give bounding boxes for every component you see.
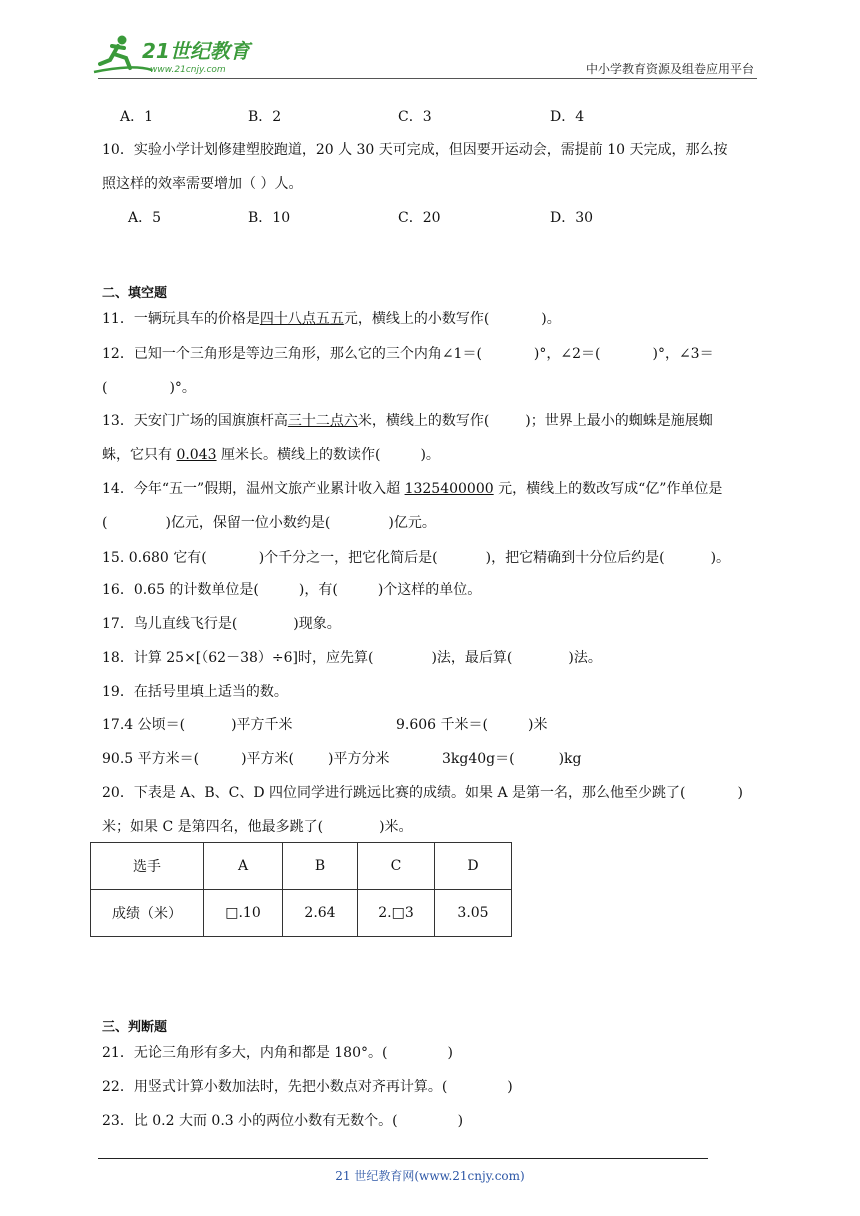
q11-underlined: 四十八点五五 (259, 311, 344, 327)
q13-underlined-2: 0.043 (176, 447, 217, 463)
page-header (0, 0, 860, 80)
q9-option-b[interactable]: B．2 (248, 109, 282, 125)
svg-text:www.21cnjy.com: www.21cnjy.com (150, 65, 226, 75)
table-cell: 2.64 (283, 890, 358, 937)
platform-name: 中小学教育资源及组卷应用平台 (585, 62, 754, 76)
q10-line2: 照这样的效率需要增加（ ）人。 (102, 176, 303, 192)
q18-text3: )法。 (568, 650, 602, 666)
q19-text8: 3kg40g＝( (442, 751, 515, 767)
q11-text: 11．一辆玩具车的价格是 (102, 311, 260, 327)
table-header-cell: D (435, 843, 512, 890)
question-15 (102, 549, 730, 567)
score-table (90, 842, 512, 937)
section-title-judgment: 三、判断题 (102, 1020, 168, 1035)
table-row (91, 890, 512, 937)
q9-option-a[interactable]: A．1 (120, 109, 154, 125)
question-19: 19．在括号里填上适当的数。 (102, 684, 288, 700)
q22-text: 22．用竖式计算小数加法时，先把小数点对齐再计算。( (102, 1079, 448, 1095)
q9-option-c[interactable]: C．3 (398, 109, 432, 125)
q12-text4: ( (102, 380, 108, 396)
q11-text2: 元，横线上的小数写作( (343, 311, 490, 327)
q13-text2: 米，横线上的数写作( (357, 413, 490, 429)
q19-text5: 90.5 平方米＝( (102, 751, 200, 767)
q11-text3: )。 (541, 311, 561, 327)
q14-underlined: 1325400000 (404, 481, 494, 497)
question-11 (102, 310, 561, 328)
question-19-row2-right (442, 750, 582, 768)
q13-text4: 蛛，它只有 (102, 447, 177, 463)
q15-text2: )个千分之一，把它化简后是( (258, 550, 438, 566)
q19-text3: 9.606 千米＝( (396, 717, 488, 733)
q13-underlined: 三十二点六 (287, 413, 358, 429)
q19-text2: )平方千米 (231, 717, 293, 733)
q13-text3: )；世界上最小的蜘蛛是施展蜘 (525, 413, 713, 429)
table-header-cell: 选手 (91, 843, 204, 890)
q14-text: 14．今年“五一”假期，温州文旅产业累计收入超 (102, 481, 405, 497)
logo (92, 34, 262, 76)
table-header-cell: B (283, 843, 358, 890)
question-13-line2 (102, 446, 440, 464)
svg-text:21世纪教育: 21世纪教育 (142, 39, 250, 63)
q14-text5: )亿元。 (388, 515, 436, 531)
question-21 (102, 1044, 453, 1062)
q21-text2: ) (447, 1045, 453, 1061)
q22-text2: ) (507, 1079, 513, 1095)
q10-option-a[interactable]: A．5 (128, 210, 162, 226)
q20-text2: ) (737, 785, 743, 801)
question-12 (102, 345, 714, 363)
q12-text3: )°，∠3＝ (652, 346, 714, 362)
q19-text4: )米 (528, 717, 548, 733)
q10-option-d[interactable]: D．30 (550, 210, 594, 226)
question-12-line2 (102, 379, 196, 397)
table-cell: 成绩（米） (91, 890, 204, 937)
q19-text9: )kg (558, 751, 582, 767)
q19-text: 17.4 公顷＝( (102, 717, 186, 733)
footer-link[interactable]: 21 世纪教育网(www.21cnjy.com) (335, 1169, 525, 1183)
q12-text5: )°。 (169, 380, 196, 396)
table-cell: 3.05 (435, 890, 512, 937)
question-16 (102, 581, 481, 599)
table-cell: □.10 (204, 890, 283, 937)
q13-text: 13．天安门广场的国旗旗杆高 (102, 413, 288, 429)
q20-text4: )米。 (379, 819, 413, 835)
q15-text: 15. 0.680 它有( (102, 550, 207, 566)
q23-text2: ) (457, 1113, 464, 1129)
section-title-fill-in: 二、填空题 (102, 286, 168, 301)
header-divider (98, 78, 757, 79)
q15-text3: )，把它精确到十分位后约是( (485, 550, 665, 566)
q14-text4: )亿元，保留一位小数约是( (165, 515, 331, 531)
q12-text2: )°，∠2＝( (533, 346, 601, 362)
question-19-row2-left (102, 750, 390, 768)
question-19-row1-left (102, 716, 293, 734)
q16-text: 16．0.65 的计数单位是( (102, 582, 259, 598)
q21-text: 21．无论三角形有多大，内角和都是 180°。( (102, 1045, 388, 1061)
q13-text5: 厘米长。横线上的数读作( (216, 447, 381, 463)
q19-text6: )平方米( (241, 751, 295, 767)
q17-text2: )现象。 (293, 616, 341, 632)
q16-text3: )个这样的单位。 (377, 582, 482, 598)
question-17 (102, 615, 341, 633)
table-cell: 2.□3 (358, 890, 435, 937)
question-18 (102, 649, 602, 667)
question-13 (102, 412, 713, 430)
footer-divider (98, 1158, 708, 1159)
question-14-line2 (102, 514, 436, 532)
table-header-cell: A (204, 843, 283, 890)
question-14 (102, 480, 722, 498)
question-22 (102, 1078, 513, 1096)
q20-text: 20．下表是 A、B、C、D 四位同学进行跳远比赛的成绩。如果 A 是第一名，那么他至少跳了( (102, 785, 686, 801)
q12-text: 12．已知一个三角形是等边三角形，那么它的三个内角∠1＝( (102, 346, 482, 362)
table-header-row (91, 843, 512, 890)
question-20 (102, 784, 743, 802)
question-23 (102, 1112, 463, 1130)
q10-line1: 10．实验小学计划修建塑胶跑道，20 人 30 天可完成，但因要开运动会，需提前 10 天完成，那么按 (102, 142, 728, 158)
question-20-line2 (102, 818, 413, 836)
q18-text2: )法，最后算( (431, 650, 513, 666)
q23-text: 23．比 0.2 大而 0.3 小的两位小数有无数个。( (102, 1113, 398, 1129)
q15-text4: )。 (710, 550, 731, 566)
q14-text3: ( (102, 515, 108, 531)
q18-text: 18．计算 25×[（62－38）÷6]时，应先算( (102, 650, 374, 666)
table-header-cell: C (358, 843, 435, 890)
q17-text: 17．鸟儿直线飞行是( (102, 616, 238, 632)
q10-option-c[interactable]: C．20 (398, 210, 441, 226)
q14-text2: 元，横线上的数改写成“亿”作单位是 (493, 481, 723, 497)
q19-text7: )平方分米 (328, 751, 390, 767)
question-19-row1-right (396, 716, 547, 734)
q16-text2: )，有( (298, 582, 338, 598)
q13-text6: )。 (420, 447, 440, 463)
q9-option-d[interactable]: D．4 (550, 109, 585, 125)
q10-option-b[interactable]: B．10 (248, 210, 291, 226)
q20-text3: 米；如果 C 是第四名，他最多跳了( (102, 819, 324, 835)
